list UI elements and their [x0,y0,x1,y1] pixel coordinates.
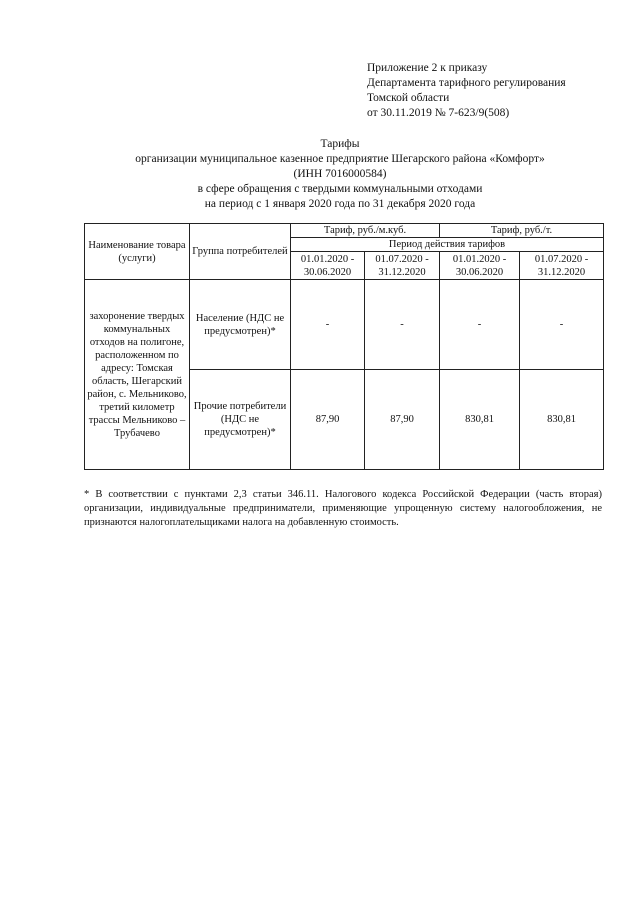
appendix-line: Приложение 2 к приказу [367,62,488,74]
tariff-value: 830,81 [520,370,604,470]
appendix-header [367,61,566,121]
table-row [85,280,604,370]
header-service: Наименование товара (услуги) [85,224,190,280]
table-header-row [85,224,604,238]
appendix-order-date: от 30.11.2019 № 7-623/9(508) [367,107,510,119]
tariff-value: - [291,280,365,370]
consumer-group-cell: Население (НДС не предусмотрен)* [190,280,291,370]
title-period: на период с 1 января 2020 года по 31 декабря 2020 года [204,198,476,210]
appendix-line: Департамента тарифного регулирования [367,77,566,89]
title-organization: организации муниципальное казенное предприятие Шегарского района «Комфорт» [135,153,545,165]
header-consumer-group: Группа потребителей [190,224,291,280]
tariff-value: 87,90 [291,370,365,470]
header-period: Период действия тарифов [291,238,604,252]
title-line: в сфере обращения с твердыми коммунальными отходами [197,183,483,195]
tariff-value: - [440,280,520,370]
appendix-line: Томской области [367,92,450,104]
header-period-3: 01.01.2020 - 30.06.2020 [440,252,520,280]
header-period-1: 01.01.2020 - 30.06.2020 [291,252,365,280]
header-tariff-t: Тариф, руб./т. [440,224,604,238]
consumer-group-cell: Прочие потребители (НДС не предусмотрен)* [190,370,291,470]
title-line: Тарифы [320,138,360,150]
tariff-value: - [365,280,440,370]
document-title [80,137,600,212]
header-period-4: 01.07.2020 - 31.12.2020 [520,252,604,280]
tariff-value: 830,81 [440,370,520,470]
header-tariff-m3: Тариф, руб./м.куб. [291,224,440,238]
footnote: * В соответствии с пунктами 2,3 статьи 346.11. Налогового кодекса Российской Федерации (часть вторая) организации, индивидуальные предприниматели, применяющие упрощенную систему налогообложения, не признаются налогоплательщиками налога на добавленную стоимость. [84,489,602,528]
tariff-value: 87,90 [365,370,440,470]
title-inn: (ИНН 7016000584) [293,168,387,180]
tariff-table [84,223,604,470]
service-cell: захоронение твердых коммунальных отходов на полигоне, расположенном по адресу: Томская область, Шегарский район, с. Мельниково, третий километр трассы Мельниково – Трубачево [85,280,190,470]
tariff-value: - [520,280,604,370]
header-period-2: 01.07.2020 - 31.12.2020 [365,252,440,280]
